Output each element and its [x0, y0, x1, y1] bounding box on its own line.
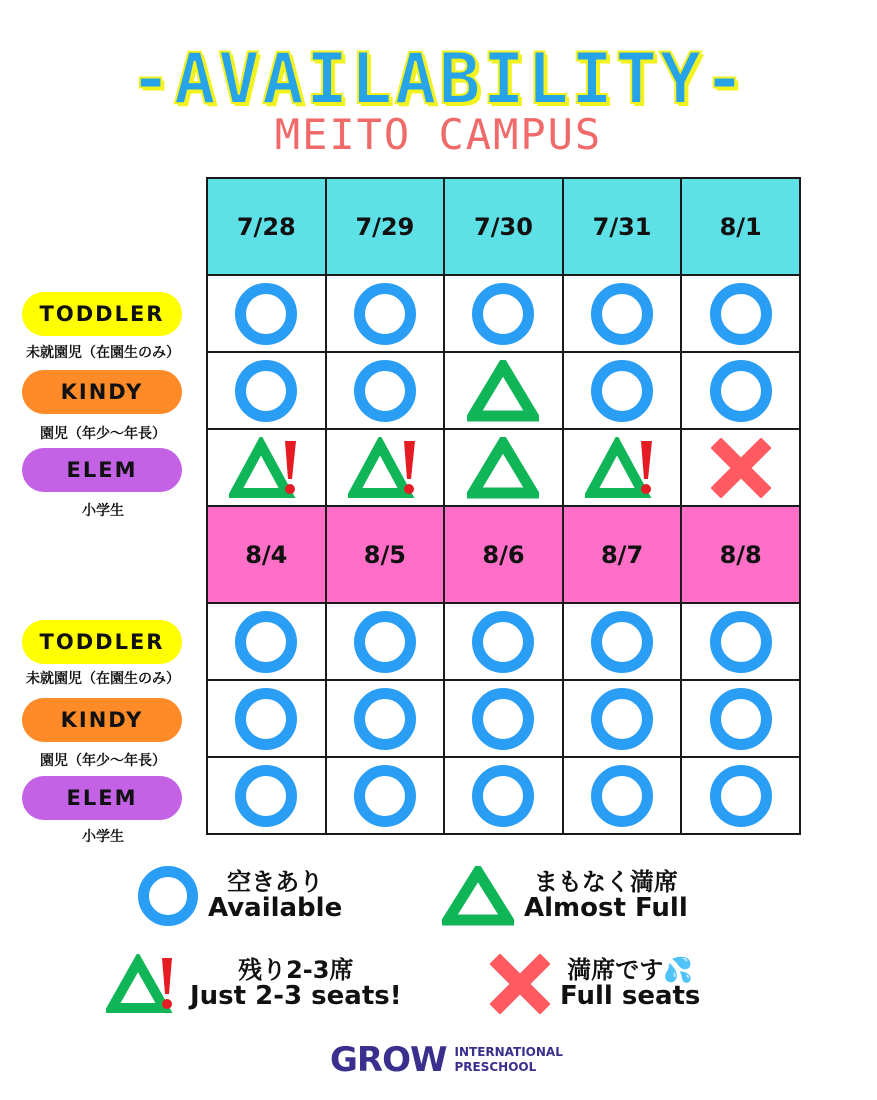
status-cell: [327, 758, 446, 835]
status-cell: [682, 430, 801, 507]
toddler-badge: TODDLER: [22, 620, 182, 664]
circle-icon: [710, 688, 772, 750]
circle-icon: [354, 360, 416, 422]
circle-icon: [235, 688, 297, 750]
circle-icon: [710, 611, 772, 673]
week2-kindy-row: [208, 681, 801, 758]
triangle-icon: [467, 360, 539, 422]
status-cell: [445, 430, 564, 507]
legend-few-seats-jp: 残り2-3席: [238, 955, 354, 984]
kindy-badge: KINDY: [22, 370, 182, 414]
status-cell: [564, 681, 683, 758]
circle-icon: [354, 611, 416, 673]
date-label: 8/7: [600, 540, 644, 569]
legend-available: [138, 866, 342, 926]
circle-icon: [710, 283, 772, 345]
circle-icon: [591, 283, 653, 345]
date-cell: [564, 507, 683, 604]
triangle-exclamation-icon: [585, 437, 659, 499]
circle-icon: [710, 360, 772, 422]
logo-line-1: INTERNATIONAL: [454, 1045, 563, 1059]
legend-full-jp: 満席です💦: [567, 955, 694, 984]
legend-few-seats: [106, 954, 402, 1014]
date-label: 8/5: [363, 540, 406, 569]
date-cell: [208, 507, 327, 604]
date-label: 8/4: [245, 540, 288, 569]
week1-header-row: [208, 179, 801, 276]
date-cell: [208, 179, 327, 276]
week2-elem-row: [208, 758, 801, 835]
status-cell: [208, 604, 327, 681]
date-label: 7/28: [236, 212, 296, 241]
week1-kindy-row: [208, 353, 801, 430]
date-label: 8/6: [482, 540, 525, 569]
kindy-badge: KINDY: [22, 698, 182, 742]
elem-badge: ELEM: [22, 448, 182, 492]
legend-full-en: Full seats: [560, 980, 701, 1011]
circle-icon: [235, 611, 297, 673]
status-cell: [327, 604, 446, 681]
legend-full: [490, 954, 700, 1014]
circle-icon: [354, 765, 416, 827]
circle-icon: [472, 765, 534, 827]
legend-almost-full-en: Almost Full: [524, 892, 688, 923]
circle-icon: [354, 283, 416, 345]
date-cell: [445, 507, 564, 604]
triangle-icon: [442, 866, 514, 926]
status-cell: [445, 276, 564, 353]
circle-icon: [591, 611, 653, 673]
status-cell: [445, 604, 564, 681]
campus-subtitle: MEITO CAMPUS: [274, 110, 603, 159]
availability-grid: [206, 177, 801, 835]
status-cell: [682, 681, 801, 758]
date-cell: [564, 179, 683, 276]
date-cell: [327, 507, 446, 604]
status-cell: [208, 276, 327, 353]
date-cell: [445, 179, 564, 276]
circle-icon: [235, 360, 297, 422]
status-cell: [327, 430, 446, 507]
status-cell: [445, 353, 564, 430]
circle-icon: [472, 611, 534, 673]
legend-almost-full: [442, 866, 688, 926]
elem-jp-label: 小学生: [82, 503, 124, 519]
date-label: 8/1: [719, 212, 762, 241]
triangle-exclamation-icon: [229, 437, 303, 499]
triangle-icon: [467, 437, 539, 499]
status-cell: [208, 430, 327, 507]
status-cell: [445, 758, 564, 835]
date-label: 8/8: [719, 540, 762, 569]
status-cell: [327, 681, 446, 758]
legend-few-seats-en: Just 2-3 seats!: [190, 980, 402, 1011]
logo-wordmark: GROW: [330, 1040, 447, 1080]
week2-toddler-row: [208, 604, 801, 681]
page-title: -AVAILABILITY-: [129, 38, 748, 120]
legend-almost-full-jp: まもなく満席: [533, 867, 678, 896]
elem-jp-label: 小学生: [82, 829, 124, 845]
circle-icon: [354, 688, 416, 750]
status-cell: [208, 758, 327, 835]
status-cell: [445, 681, 564, 758]
date-cell: [682, 507, 801, 604]
circle-icon: [235, 283, 297, 345]
circle-icon: [235, 765, 297, 827]
status-cell: [682, 604, 801, 681]
kindy-jp-label: 園児（年少～年長）: [40, 426, 166, 442]
status-cell: [327, 353, 446, 430]
status-cell: [564, 353, 683, 430]
status-cell: [564, 604, 683, 681]
status-cell: [682, 353, 801, 430]
toddler-badge: TODDLER: [22, 292, 182, 336]
circle-icon: [591, 688, 653, 750]
status-cell: [682, 276, 801, 353]
cross-icon: [490, 954, 550, 1014]
cross-icon: [711, 438, 771, 498]
date-label: 7/31: [592, 212, 652, 241]
status-cell: [682, 758, 801, 835]
logo-line-2: PRESCHOOL: [454, 1060, 537, 1074]
week1-toddler-row: [208, 276, 801, 353]
circle-icon: [138, 866, 198, 926]
status-cell: [564, 758, 683, 835]
elem-badge: ELEM: [22, 776, 182, 820]
circle-icon: [472, 283, 534, 345]
school-logo: [330, 1040, 563, 1080]
date-label: 7/29: [355, 212, 415, 241]
status-cell: [564, 430, 683, 507]
triangle-exclamation-icon: [106, 954, 180, 1014]
week1-elem-row: [208, 430, 801, 507]
circle-icon: [710, 765, 772, 827]
circle-icon: [591, 360, 653, 422]
circle-icon: [472, 688, 534, 750]
triangle-exclamation-icon: [348, 437, 422, 499]
status-cell: [564, 276, 683, 353]
date-cell: [682, 179, 801, 276]
status-cell: [208, 353, 327, 430]
status-cell: [327, 276, 446, 353]
date-label: 7/30: [474, 212, 533, 241]
legend-available-en: Available: [208, 892, 343, 923]
date-cell: [327, 179, 446, 276]
legend-available-jp: 空きあり: [227, 867, 324, 896]
toddler-jp-label: 未就園児（在園生のみ）: [26, 345, 180, 361]
toddler-jp-label: 未就園児（在園生のみ）: [26, 671, 180, 687]
kindy-jp-label: 園児（年少～年長）: [40, 753, 166, 769]
week2-header-row: [208, 507, 801, 604]
status-cell: [208, 681, 327, 758]
circle-icon: [591, 765, 653, 827]
